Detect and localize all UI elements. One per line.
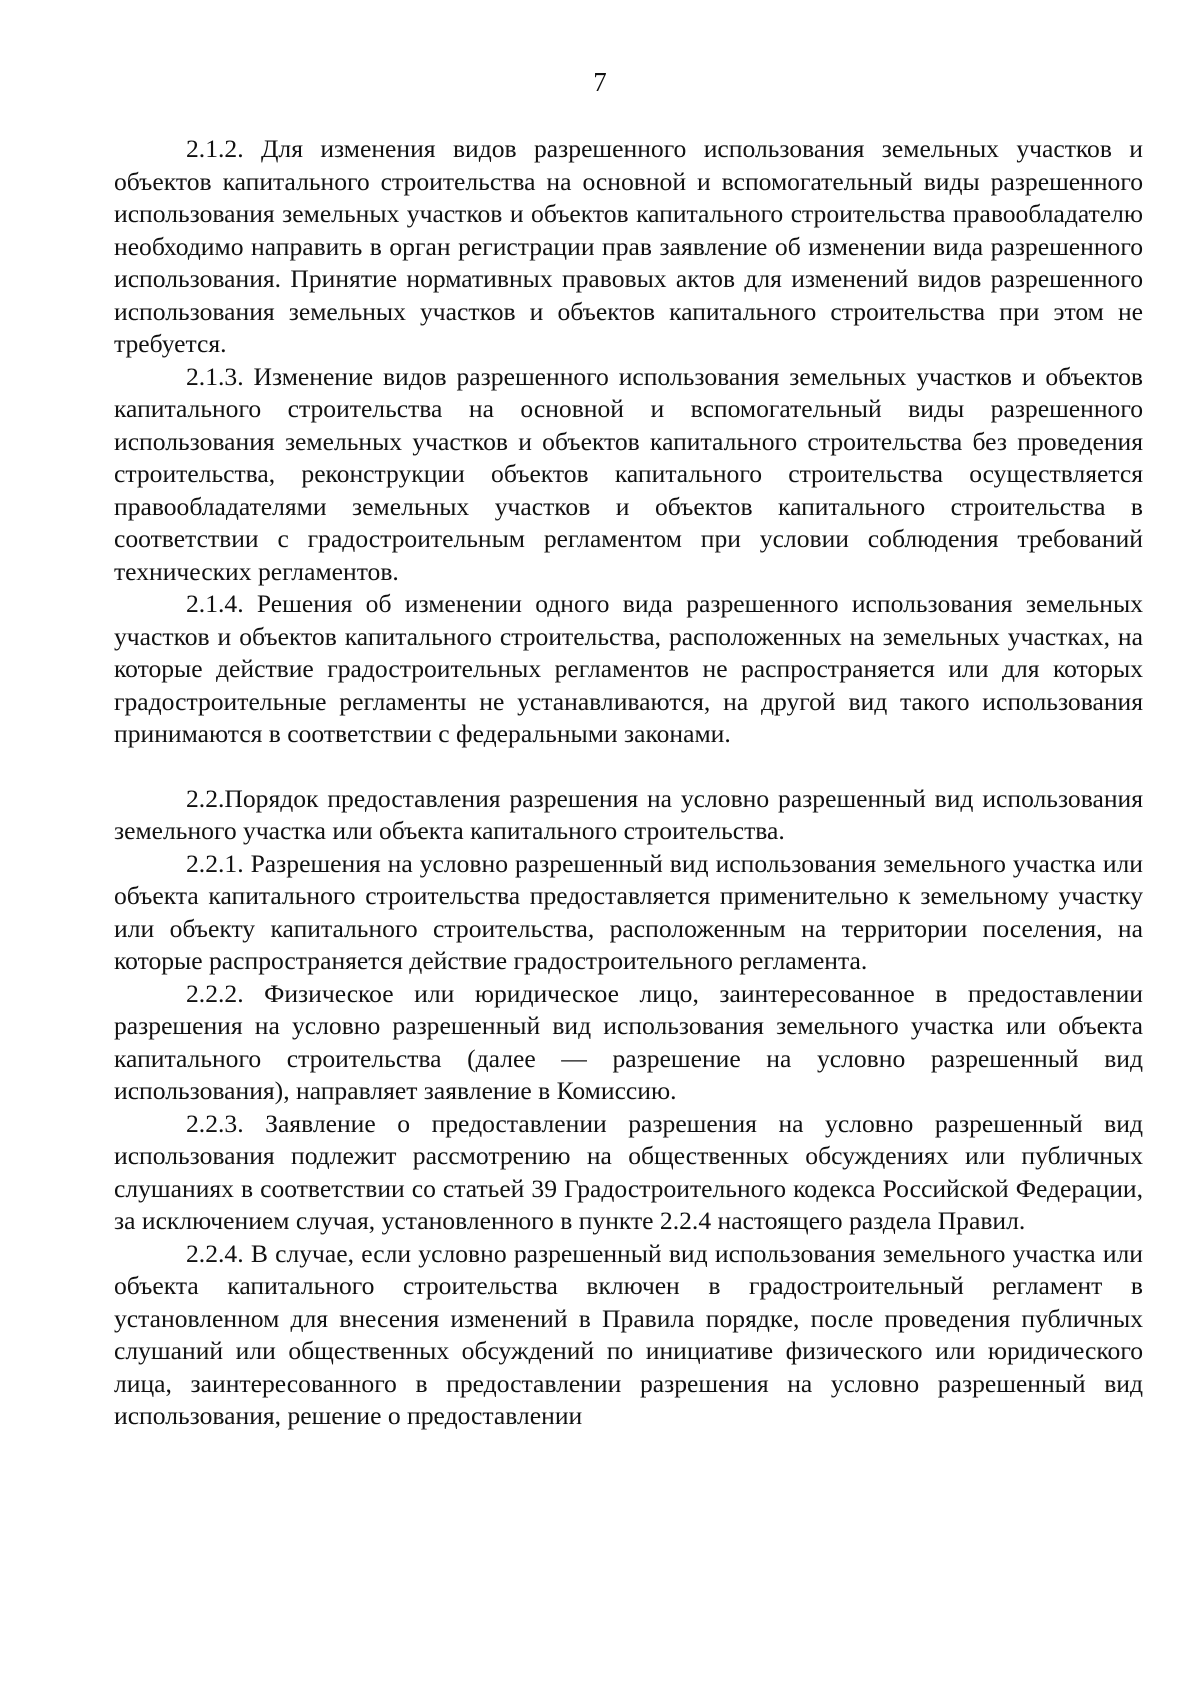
paragraph-2-2-3: 2.2.3. Заявление о предоставлении разрешения на условно разрешенный вид использования подлежит рассмотрению на общественных обсуждениях или публичных слушаниях в соответствии со статьей 39 Градостроительного кодекса Российской Федерации, за исключением случая, установленного в пункте 2.2.4 настоящего раздела Правил. (114, 1108, 1143, 1235)
paragraph-2-2-4: 2.2.4. В случае, если условно разрешенный вид использования земельного участка или объекта капитального строительства включен в градостроительный регламент в установленном для внесения изменений в Правила порядке, после проведения публичных слушаний или общественных обсуждений по инициативе физического или юридического лица, заинтересованного в предоставлении разрешения на условно разрешенный вид использования, решение о предоставлении (114, 1238, 1143, 1430)
paragraph-2-1-4: 2.1.4. Решения об изменении одного вида разрешенного использования земельных участков и объектов капитального строительства, расположенных на земельных участках, на которые действие градостроительных регламентов не распространяется или для которых градостроительные регламенты не устанавливаются, на другой вид такого использования принимаются в соответствии с федеральными законами. (114, 589, 1143, 748)
paragraph-2-1-3: 2.1.3. Изменение видов разрешенного использования земельных участков и объектов капитального строительства на основной и вспомогательный виды разрешенного использования земельных участков и объектов капитального строительства без проведения строительства, реконструкции объектов капитального строительства осуществляется правообладателями земельных участков и объектов капитального строительства в соответствии с градостроительным регламентом при условии соблюдения требований технических регламентов. (114, 361, 1143, 586)
paragraph-2-2-2: 2.2.2. Физическое или юридическое лицо, заинтересованное в предоставлении разрешения на условно разрешенный вид использования земельного участка или объекта капитального строительства (далее — разрешение на условно разрешенный вид использования), направляет заявление в Комиссию. (114, 978, 1143, 1105)
section-spacer (114, 751, 1143, 783)
page-number: 7 (593, 67, 607, 97)
document-body (114, 133, 1143, 1433)
paragraph-2-2-1: 2.2.1. Разрешения на условно разрешенный вид использования земельного участка или объекта капитального строительства предоставляется применительно к земельному участку или объекту капитального строительства, расположенным на территории поселения, на которые распространяется действие градостроительного регламента. (114, 848, 1143, 975)
paragraph-2-1-2: 2.1.2. Для изменения видов разрешенного использования земельных участков и объектов капитального строительства на основной и вспомогательный виды разрешенного использования земельных участков и объектов капитального строительства правообладателю необходимо направить в орган регистрации прав заявление об изменении вида разрешенного использования. Принятие нормативных правовых актов для изменений видов разрешенного использования земельных участков и объектов капитального строительства при этом не требуется. (114, 134, 1143, 358)
section-heading-2-2: 2.2.Порядок предоставления разрешения на условно разрешенный вид использования земельного участка или объекта капитального строительства. (114, 783, 1143, 845)
